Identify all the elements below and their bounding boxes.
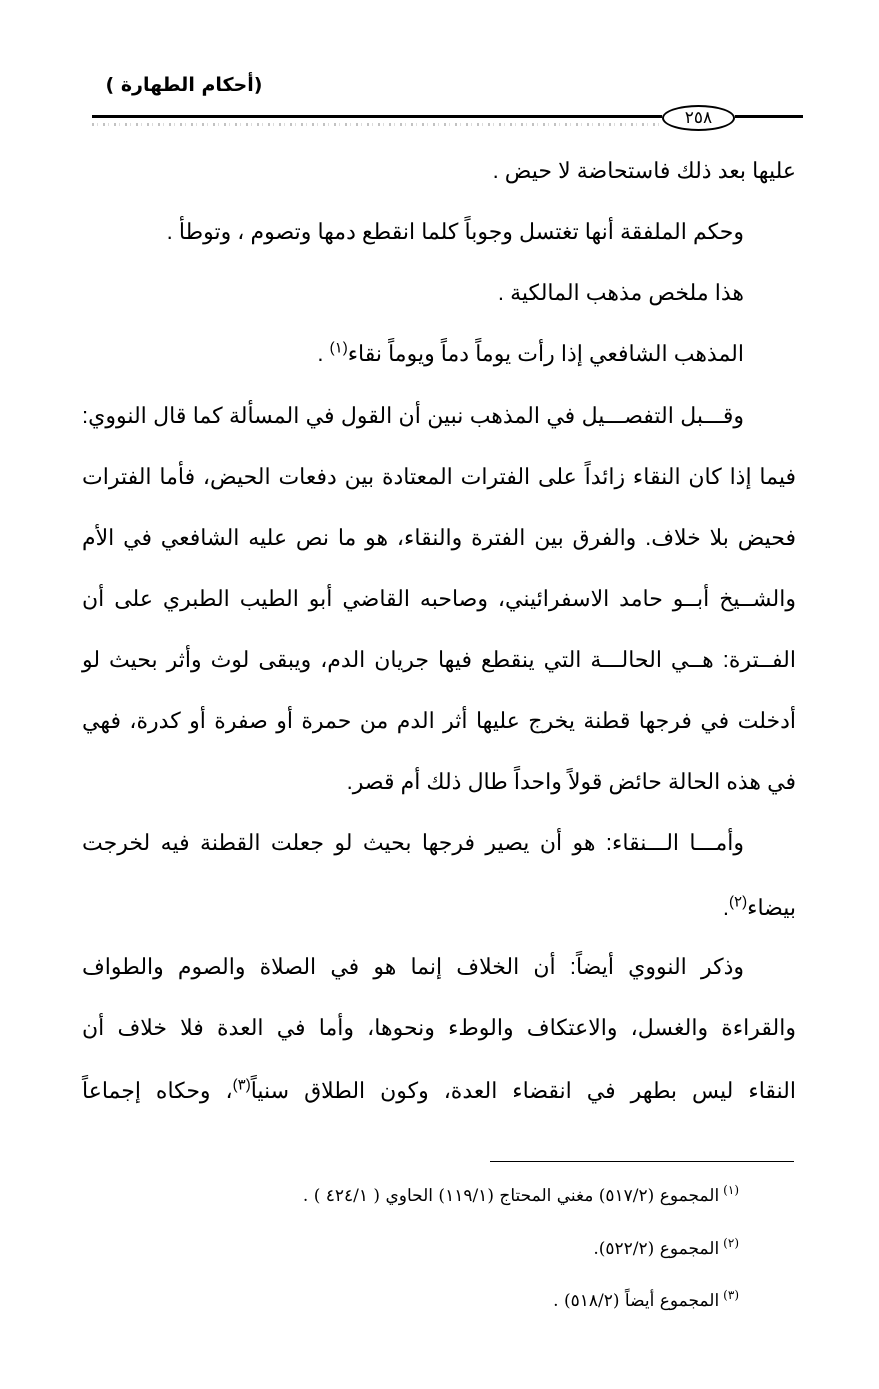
body-line-16-text: النقاء ليس بطهر في انقضاء العدة، وكون الطلاق سنياً: [250, 1078, 796, 1103]
body-line-13: [82, 893, 796, 923]
body-line-8: والشــيخ أبــو حامد الاسفرائيني، وصاحبه القاضي أبو الطيب الطبري على أن: [82, 586, 796, 611]
body-line-5: وقـــبل التفصـــيل في المذهب نبين أن القول في المسألة كما قال النووي:: [82, 403, 744, 428]
footnote-1-mark: (١): [723, 1183, 739, 1198]
header-scan-noise: [92, 123, 662, 126]
body-line-2: وحكم الملفقة أنها تغتسل وجوباً كلما انقطع دمها وتصوم ، وتوطأ .: [166, 219, 744, 244]
footnote-2: [99, 1236, 739, 1262]
header-rule: [92, 115, 662, 118]
footnote-ref-3: (٣): [232, 1076, 251, 1094]
body-line-3: هذا ملخص مذهب المالكية .: [497, 280, 744, 305]
footnote-2-mark: (٢): [723, 1236, 739, 1251]
body-line-12: وأمـــا الـــنقاء: هو أن يصير فرجها بحيث لو جعلت القطنة فيه لخرجت: [82, 830, 744, 855]
page-number: ٢٥٨: [684, 108, 713, 128]
body-line-16: [82, 1076, 796, 1106]
body-line-7: فحيض بلا خلاف. والفرق بين الفترة والنقاء، هو ما نص عليه الشافعي في الأم: [82, 525, 796, 550]
footnote-ref-2: (٢): [729, 893, 748, 911]
footnote-3-mark: (٣): [723, 1288, 739, 1303]
body-line-10: أدخلت في فرجها قطنة يخرج عليها أثر الدم من حمرة أو صفرة أو كدرة، فهي: [82, 708, 796, 733]
body-line-1: عليها بعد ذلك فاستحاضة لا حيض .: [492, 158, 796, 183]
body-line-9: الفــترة: هــي الحالـــة التي ينقطع فيها جريان الدم، ويبقى لوث وأثر بحيث لو: [82, 647, 796, 672]
body-line-4-text: المذهب الشافعي إذا رأت يوماً دماً ويوماً نقاء: [347, 341, 744, 366]
footnote-separator: [490, 1161, 794, 1162]
footnote-2-text: المجموع (٥٢٢/٢).: [593, 1239, 720, 1259]
body-line-4-tail: .: [317, 341, 330, 366]
header-rule-right: [735, 115, 803, 118]
body-line-11: في هذه الحالة حائض قولاً واحداً طال ذلك أم قصر.: [346, 769, 796, 794]
running-header-title: (أحكام الطهارة ): [105, 74, 263, 96]
footnote-1: [99, 1183, 739, 1209]
body-line-6: فيما إذا كان النقاء زائداً على الفترات المعتادة بين دفعات الحيض، فأما الفترات: [82, 464, 796, 489]
body-line-15: والقراءة والغسل، والاعتكاف والوطء ونحوها، وأما في العدة فلا خلاف أن: [82, 1015, 796, 1040]
body-line-13-text: بيضاء: [747, 895, 796, 920]
body-line-13-tail: .: [722, 895, 730, 920]
footnote-1-text: المجموع (٥١٧/٢) مغني المحتاج (١١٩/١) الحاوي ( ٤٢٤/١ ) .: [302, 1186, 720, 1206]
footnote-3: [99, 1288, 739, 1314]
body-line-16-tail: ، وحكاه إجماعاً: [82, 1078, 233, 1103]
body-line-4: [82, 339, 796, 369]
body-line-14: وذكر النووي أيضاً: أن الخلاف إنما هو في الصلاة والصوم والطواف: [82, 954, 744, 979]
footnote-3-text: المجموع أيضاً (٥١٨/٢) .: [553, 1291, 720, 1311]
footnote-ref-1: (١): [329, 339, 348, 357]
